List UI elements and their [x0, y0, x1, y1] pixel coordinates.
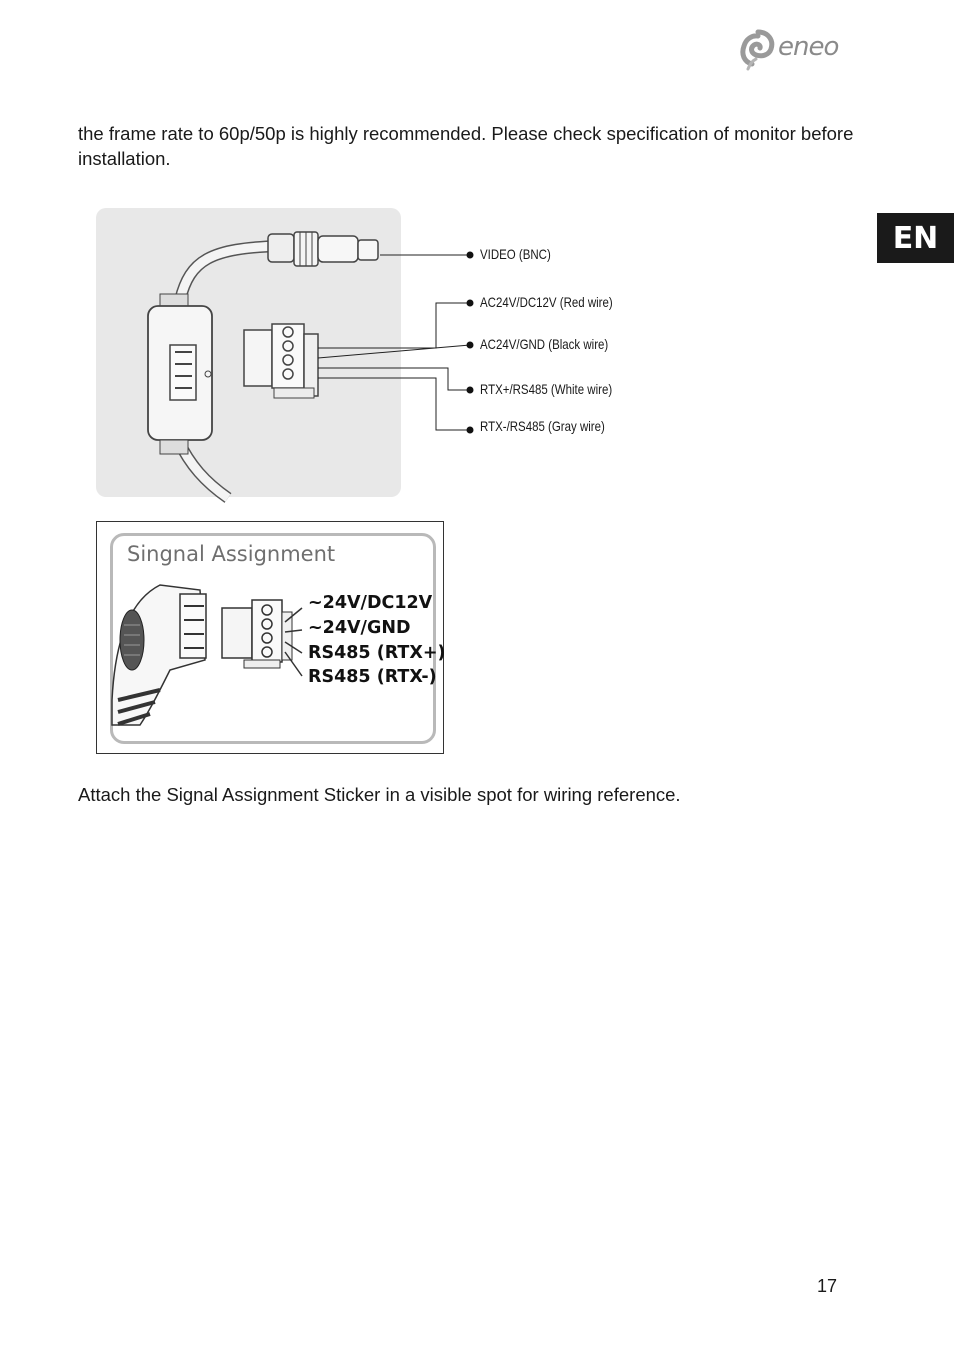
label-video: VIDEO (BNC) [480, 246, 551, 262]
signal-power: ~24V/DC12V [308, 593, 433, 613]
signal-rtx-minus: RS485 (RTX-) [308, 667, 437, 687]
signal-rtx-plus: RS485 (RTX+) [308, 643, 446, 663]
sticker-terminal-block [222, 600, 292, 668]
intro-paragraph: the frame rate to 60p/50p is highly recommended. Please check specification of monitor before installation. [78, 123, 854, 169]
label-power: AC24V/DC12V (Red wire) [480, 294, 613, 310]
sticker-note: Attach the Signal Assignment Sticker in a visible spot for wiring reference. [78, 784, 681, 805]
language-tab: EN [877, 213, 954, 263]
brand-name: eneo [778, 32, 839, 62]
label-rtx-plus: RTX+/RS485 (White wire) [480, 381, 613, 397]
signal-ground: ~24V/GND [308, 618, 411, 638]
sticker-plug [112, 585, 206, 725]
label-ground: AC24V/GND (Black wire) [480, 336, 609, 352]
sticker-title: Singnal Assignment [127, 542, 336, 566]
page-number: 17 [817, 1276, 838, 1296]
label-rtx-minus: RTX-/RS485 (Gray wire) [480, 418, 605, 434]
